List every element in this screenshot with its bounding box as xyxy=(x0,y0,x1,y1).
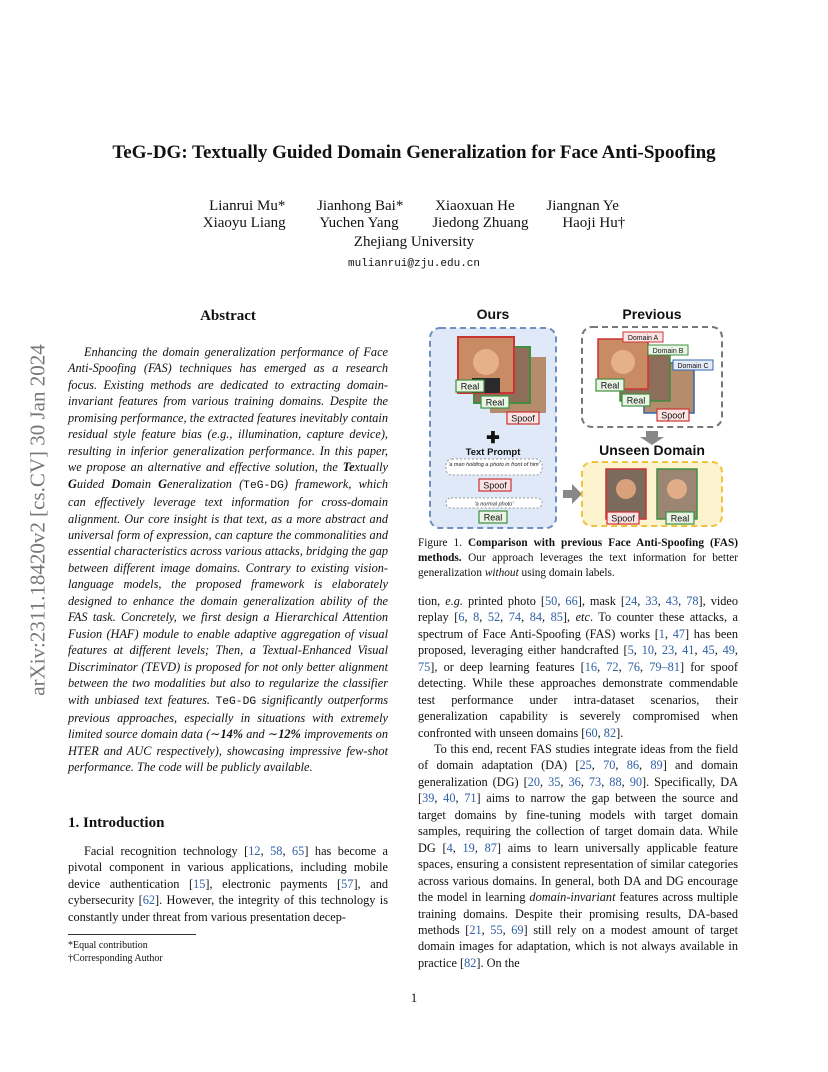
figure-diagram xyxy=(420,300,740,532)
right-paragraph-1: tion, e.g. printed photo [50, 66], mask [24, 33, 43, 78], video replay [6, 8, 52, 74, 84, 85], etc. To counter these attacks, a spectrum of Face Anti-Spoofing (FAS) works [1, 47] has been proposed, leveraging either handcrafted [5, 10, 23, 41, 45, 49, 75], or deep learning features [16, 72, 76, 79–81] for spoof detecting. While these approaches demonstrate commendable test performance under intra-dataset scenarios, their generalization capability is severely compromised when confronted with unseen domains [60, 82]. xyxy=(418,594,739,740)
real-text: Real xyxy=(460,381,480,392)
real-text: Real xyxy=(670,513,690,524)
page-number: 1 xyxy=(410,990,418,1005)
authors-row-2 xyxy=(0,215,828,232)
unseen-domain-label: Unseen Domain xyxy=(599,442,705,458)
caption-end: using domain labels. xyxy=(518,567,615,579)
plus-icon: ✚ xyxy=(486,430,500,447)
prompt-text-1: 'a man holding a photo in front of him' xyxy=(448,462,540,468)
author: Jiangnan Ye xyxy=(546,198,619,214)
right-paragraph-2: To this end, recent FAS studies integrate ideas from the field of domain adaptation (DA) [25, 70, 86, 89] and domain generalization (DG) [20, 35, 36, 73, 88, 90]. Specifically, DA [39, 40, 71] aims to narrow the gap between the source and target domains by fine-tuning models with target domain samples, requiring the collection of target domain data. While DG [4, 19, 87] aims to learn universally applicable feature spaces, ensuring a consistent representation of similar categories across various domains. In general, both DA and DG encourage the model in learning domain-invariant features across multiple training domains. Despite their promising results, DA-based methods [21, 55, 69] still rely on a modest amount of target domain images for adaptation, which is not always available in practice [82]. On the xyxy=(418,742,738,970)
spoof-text: Spoof xyxy=(661,410,685,421)
face xyxy=(616,479,636,499)
caption-bold: Comparison with previous Face Anti-Spoofing (FAS) methods. xyxy=(418,537,739,564)
spoof-text: Spoof xyxy=(483,480,507,491)
author: Lianrui Mu* xyxy=(209,198,286,214)
figure-caption xyxy=(418,536,738,581)
caption-italic: without xyxy=(484,567,519,579)
paper-title: TeG-DG: Textually Guided Domain Generalization for Face Anti-Spoofing xyxy=(112,142,716,163)
face xyxy=(667,479,687,499)
authors-row-1 xyxy=(0,198,828,215)
face xyxy=(473,349,499,375)
author: Haoji Hu† xyxy=(562,215,626,231)
spoof-text: Spoof xyxy=(611,513,635,524)
caption-rest: Our approach leverages the text information for better generalization xyxy=(418,552,738,579)
footnote-corresponding: †Corresponding Author xyxy=(68,953,163,964)
footnote-equal: *Equal contribution xyxy=(68,940,148,951)
text-prompt-label: Text Prompt xyxy=(465,447,521,458)
author: Yuchen Yang xyxy=(319,215,399,231)
intro-paragraph: Facial recognition technology [12, 58, 65] has become a pivotal component in various applications, including mobile device authentication [15], electronic payments [57], and cybersecurity [62]. However, the integrity of this technology is constantly under threat from various presentation decep- xyxy=(68,844,388,924)
abstract-heading: Abstract xyxy=(200,308,256,324)
abstract-body: Enhancing the domain generalization performance of Face Anti-Spoofing (FAS) techniques has emerged as a research focus. Existing methods are dedicated to extracting domain-invariant features from various training domains. Despite the promising performance, the extracted features inevitably contain residual style feature bias (e.g., illumination, capture device), resulting in inferior generalization performance. In this paper, we propose an alternative and effective solution, the Textually Guided Domain Generalization (TeG-DG) framework, which can effectively leverage text information for cross-domain alignment. Our core insight is that text, as a more abstract and universal form of expression, can capture the commonalities and essential characteristics across various attacks, bridging the gap between different image domains. Contrary to existing vision-language models, the proposed framework is elaborately designed to enhance the domain generalization ability of the FAS task. Concretely, we first design a Hierarchical Attention Fusion (HAF) module to enable adaptive aggregation of visual features at different levels; Then, a Textual-Enhanced Visual Discriminator (TEVD) is proposed for not only better alignment between the two modalities but also to regularize the classifier with unbiased text features. TeG-DG significantly outperforms previous approaches, especially in situations with extremely limited source domain data (∼14% and ∼12% improvements on HTER and AUC respectively), showcasing impressive few-shot performance. The code will be publicly available. xyxy=(68,345,388,775)
footnote-rule xyxy=(68,934,196,935)
real-text: Real xyxy=(483,512,503,523)
face xyxy=(611,350,635,374)
prompt-text-2: 'a normal photo' xyxy=(474,501,514,508)
figure-1 xyxy=(420,300,740,532)
intro-heading: 1. Introduction xyxy=(68,815,165,831)
arxiv-identifier xyxy=(18,285,58,755)
previous-label: Previous xyxy=(622,306,682,322)
author: Jiedong Zhuang xyxy=(432,215,529,231)
caption-label: Figure 1. xyxy=(418,537,462,549)
right-arrow-icon xyxy=(563,484,582,504)
affiliation: Zhejiang University xyxy=(353,234,475,250)
author: Xiaoyu Liang xyxy=(202,215,286,231)
author: Xiaoxuan He xyxy=(435,198,515,214)
real-text: Real xyxy=(485,397,505,408)
email[interactable]: mulianrui@zju.edu.cn xyxy=(347,258,481,270)
domain-c-text: Domain C xyxy=(677,363,709,370)
domain-a-text: Domain A xyxy=(627,335,659,342)
real-text: Real xyxy=(626,395,646,406)
real-text: Real xyxy=(600,380,620,391)
unseen-panel xyxy=(582,462,722,526)
domain-b-text: Domain B xyxy=(652,348,684,355)
author: Jianhong Bai* xyxy=(317,198,404,214)
ours-label: Ours xyxy=(476,306,510,322)
spoof-text: Spoof xyxy=(511,413,535,424)
arxiv-text: arXiv:2311.18420v2 [cs.CV] 30 Jan 2024 xyxy=(25,344,50,696)
